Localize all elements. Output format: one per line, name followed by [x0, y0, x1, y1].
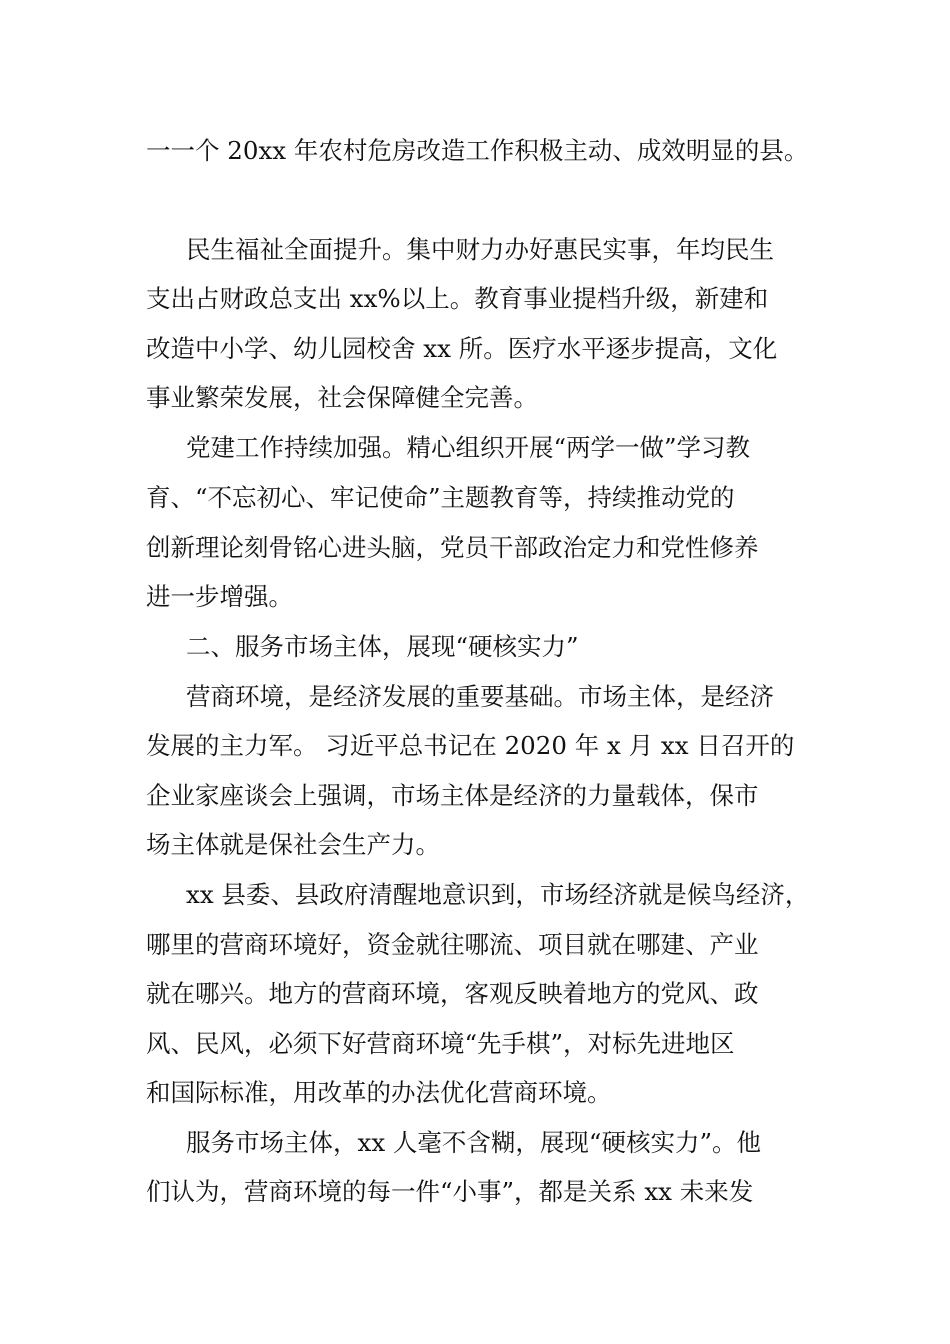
text-line-8: 创新理论刻骨铭心进头脑，党员干部政治定力和党性修养: [146, 533, 759, 562]
text-line-15: xx 县委、县政府清醒地意识到，市场经济就是候鸟经济，: [186, 880, 810, 909]
text-line-7: 育、“不忘初心、牢记使命”主题教育等，持续推动党的: [146, 483, 735, 512]
text-line-11: 营商环境，是经济发展的重要基础。市场主体，是经济: [186, 682, 774, 711]
text-line-9: 进一步增强。: [146, 582, 293, 611]
text-line-16: 哪里的营商环境好，资金就往哪流、项目就在哪建、产业: [146, 930, 759, 959]
text-line-1: 一一个 20xx 年农村危房改造工作积极主动、成效明显的县。: [146, 136, 809, 165]
text-line-12: 发展的主力军。 习近平总书记在 2020 年 x 月 xx 日召开的: [146, 731, 795, 760]
text-line-18: 风、民风，必须下好营商环境“先手棋”，对标先进地区: [146, 1029, 735, 1058]
text-line-6: 党建工作持续加强。精心组织开展“两学一做”学习教: [186, 433, 751, 462]
text-line-13: 企业家座谈会上强调，市场主体是经济的力量载体，保市: [146, 781, 759, 810]
section-heading: 二、服务市场主体，展现“硬核实力”: [186, 632, 579, 661]
text-line-2: 民生福祉全面提升。集中财力办好惠民实事，年均民生: [186, 235, 774, 264]
text-line-20: 服务市场主体，xx 人毫不含糊，展现“硬核实力”。他: [186, 1128, 761, 1157]
text-line-21: 们认为，营商环境的每一件“小事”，都是关系 xx 未来发: [146, 1177, 754, 1206]
text-line-14: 场主体就是保社会生产力。: [146, 830, 440, 859]
text-line-5: 事业繁荣发展，社会保障健全完善。: [146, 383, 538, 412]
text-line-17: 就在哪兴。地方的营商环境，客观反映着地方的党风、政: [146, 979, 759, 1008]
text-line-3: 支出占财政总支出 xx%以上。教育事业提档升级，新建和: [146, 284, 769, 313]
text-line-4: 改造中小学、幼儿园校舍 xx 所。医疗水平逐步提高，文化: [146, 334, 778, 363]
text-line-19: 和国际标准，用改革的办法优化营商环境。: [146, 1078, 612, 1107]
